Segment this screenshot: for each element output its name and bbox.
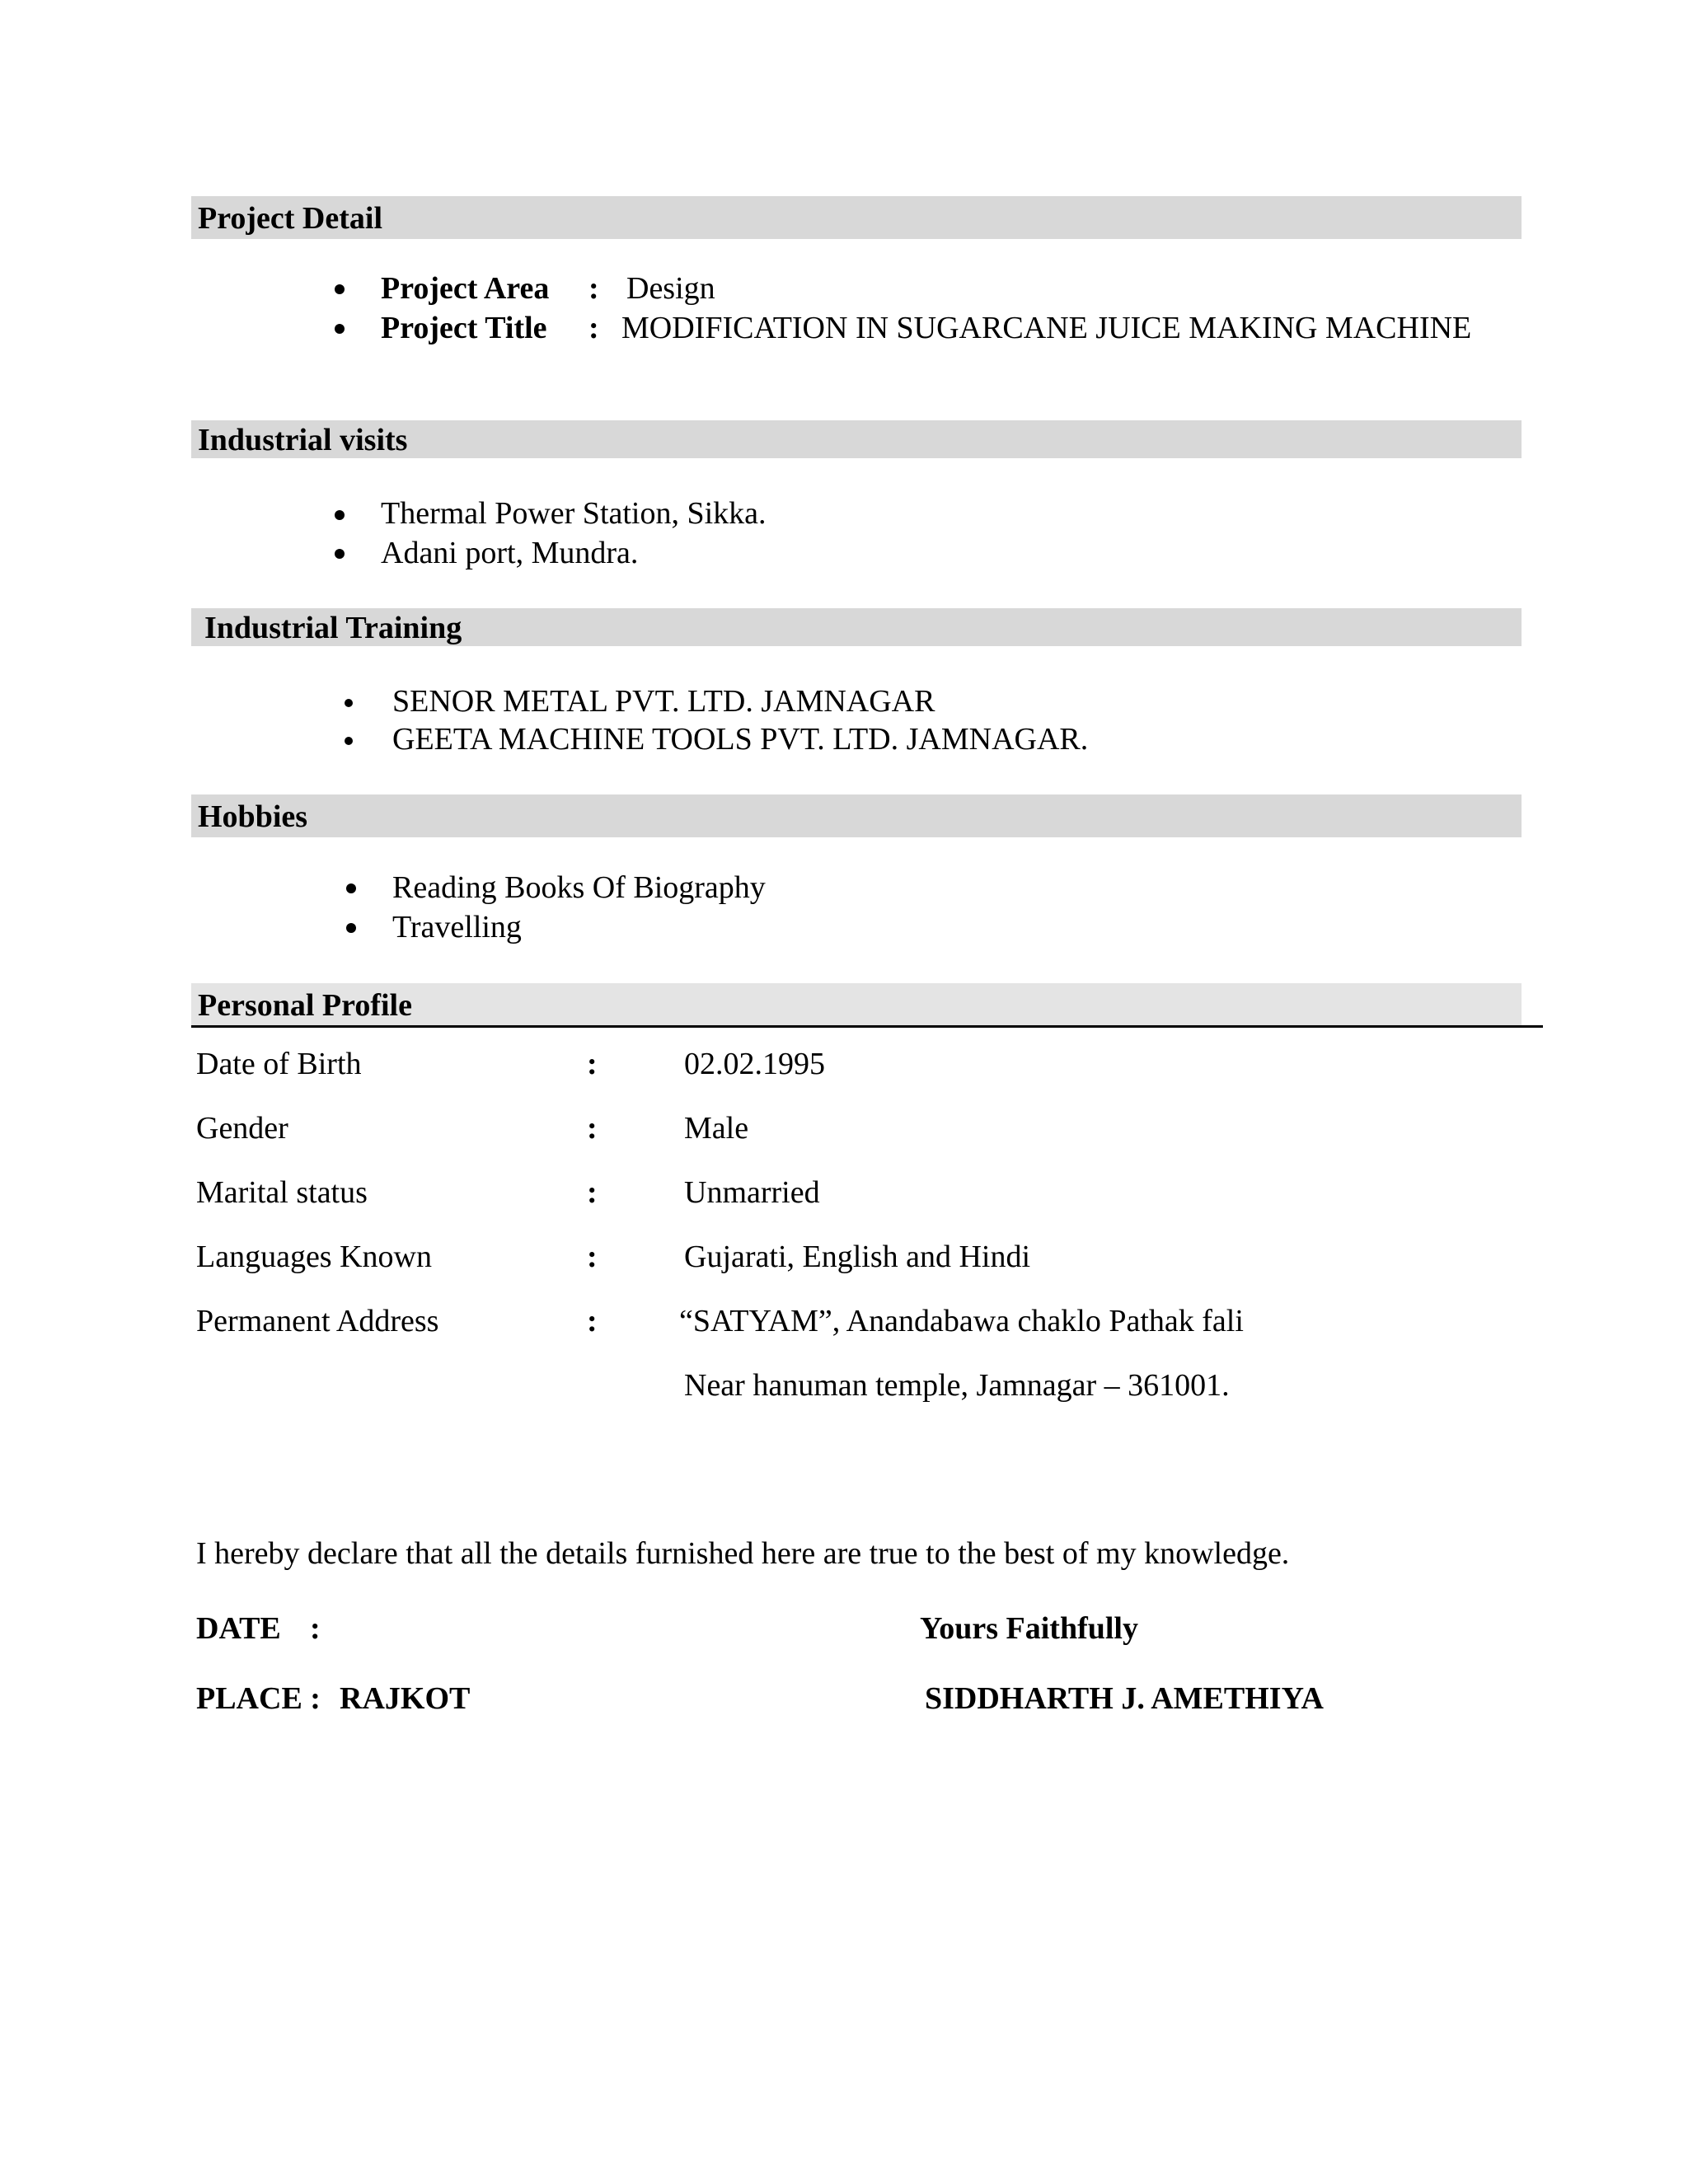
list-item: GEETA MACHINE TOOLS PVT. LTD. JAMNAGAR. <box>392 722 1089 757</box>
bullet-icon <box>345 699 353 707</box>
project-area-label: Project Area <box>381 271 550 306</box>
signatory-name: SIDDHARTH J. AMETHIYA <box>925 1681 1324 1716</box>
list-item: Thermal Power Station, Sikka. <box>381 496 767 531</box>
list-item: Adani port, Mundra. <box>381 536 639 570</box>
section-header-project-detail <box>191 196 1522 239</box>
bullet-icon <box>335 284 345 294</box>
profile-divider <box>191 1025 1543 1028</box>
profile-label-marital: Marital status <box>196 1175 368 1210</box>
bullet-icon <box>335 510 345 520</box>
place-value: RAJKOT <box>340 1681 471 1716</box>
project-area-value: Design <box>626 271 715 306</box>
section-title: Project Detail <box>198 201 383 236</box>
profile-value-address-line2: Near hanuman temple, Jamnagar – 361001. <box>684 1368 1230 1403</box>
profile-value-gender: Male <box>684 1111 749 1146</box>
profile-label-languages: Languages Known <box>196 1240 432 1274</box>
section-title: Personal Profile <box>198 988 412 1023</box>
bullet-icon <box>345 737 353 745</box>
profile-value-marital: Unmarried <box>684 1175 820 1210</box>
place-label: PLACE : <box>196 1681 321 1716</box>
section-header-industrial-visits <box>191 420 1522 458</box>
profile-label-address: Permanent Address <box>196 1304 439 1338</box>
profile-sep: : <box>587 1304 598 1338</box>
profile-label-dob: Date of Birth <box>196 1047 362 1081</box>
project-title-label: Project Title <box>381 311 547 345</box>
section-header-industrial-training <box>191 608 1522 646</box>
profile-sep: : <box>587 1240 598 1274</box>
list-item: Travelling <box>392 910 522 944</box>
profile-value-dob: 02.02.1995 <box>684 1047 825 1081</box>
profile-sep: : <box>587 1047 598 1081</box>
profile-value-address: “SATYAM”, Anandabawa chaklo Pathak fali <box>679 1304 1244 1338</box>
bullet-icon <box>335 549 345 559</box>
section-title: Industrial visits <box>198 423 408 457</box>
section-header-hobbies <box>191 794 1522 837</box>
section-header-personal-profile <box>191 983 1522 1026</box>
list-item: SENOR METAL PVT. LTD. JAMNAGAR <box>392 684 935 719</box>
bullet-icon <box>335 324 345 334</box>
profile-sep: : <box>587 1111 598 1146</box>
list-item: Reading Books Of Biography <box>392 870 766 905</box>
section-title: Hobbies <box>198 799 308 834</box>
bullet-icon <box>346 923 356 933</box>
project-title-value: MODIFICATION IN SUGARCANE JUICE MAKING MACHINE <box>621 311 1472 345</box>
declaration-text: I hereby declare that all the details furnished here are true to the best of my knowledge. <box>196 1536 1290 1571</box>
date-label: DATE <box>196 1611 281 1646</box>
profile-label-gender: Gender <box>196 1111 288 1146</box>
date-sep: : <box>310 1611 321 1646</box>
profile-sep: : <box>587 1175 598 1210</box>
bullet-icon <box>346 883 356 893</box>
profile-value-languages: Gujarati, English and Hindi <box>684 1240 1031 1274</box>
closing-text: Yours Faithfully <box>920 1611 1138 1646</box>
section-title: Industrial Training <box>204 611 462 645</box>
project-title-sep: : <box>588 311 599 345</box>
project-area-sep: : <box>588 271 599 306</box>
